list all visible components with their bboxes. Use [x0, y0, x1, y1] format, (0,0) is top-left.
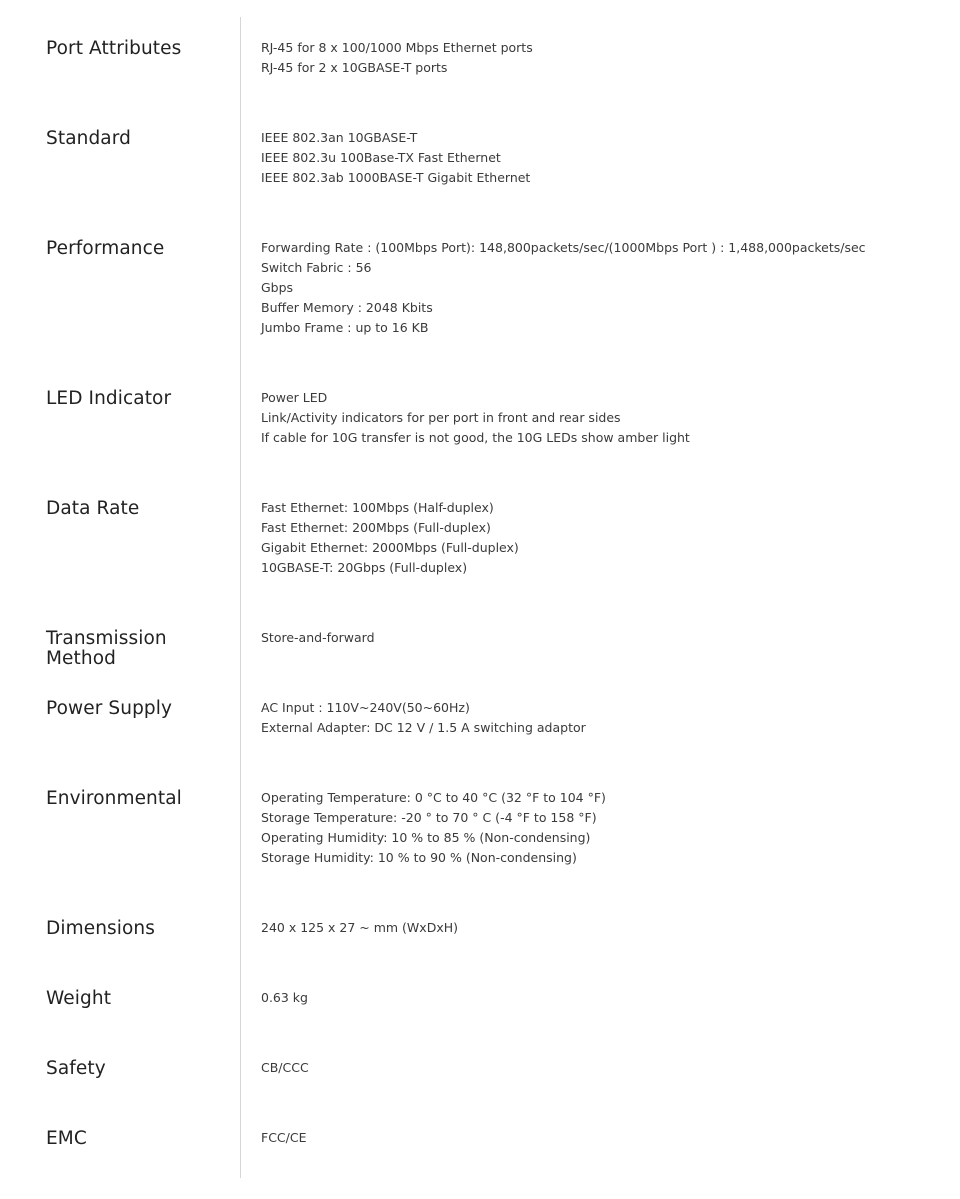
spec-value: AC Input : 110V~240V(50~60Hz) — [261, 700, 470, 715]
spec-value: Fast Ethernet: 200Mbps (Full-duplex) — [261, 520, 491, 535]
spec-label: Safety — [46, 1058, 106, 1079]
spec-label: Port Attributes — [46, 38, 182, 59]
spec-value: Storage Humidity: 10 % to 90 % (Non-condensing) — [261, 850, 577, 865]
spec-value: Gbps — [261, 280, 294, 295]
spec-value: RJ-45 for 2 x 10GBASE-T ports — [261, 60, 448, 75]
spec-values — [261, 918, 951, 938]
spec-values — [261, 238, 951, 338]
spec-values — [261, 38, 951, 78]
spec-values — [261, 388, 951, 448]
spec-value: If cable for 10G transfer is not good, the 10G LEDs show amber light — [261, 430, 690, 445]
column-divider — [240, 17, 241, 1178]
spec-value: FCC/CE — [261, 1130, 307, 1145]
spec-value: Operating Temperature: 0 °C to 40 °C (32 °F to 104 °F) — [261, 790, 606, 805]
spec-values — [261, 988, 951, 1008]
spec-values — [261, 128, 951, 188]
spec-label: Standard — [46, 128, 131, 149]
spec-value: Store-and-forward — [261, 630, 375, 645]
spec-label: EMC — [46, 1128, 87, 1149]
spec-value: Buffer Memory : 2048 Kbits — [261, 300, 433, 315]
spec-value: Forwarding Rate : (100Mbps Port): 148,800packets/sec/(1000Mbps Port ) : 1,488,000packets/sec — [261, 240, 866, 255]
spec-value: RJ-45 for 8 x 100/1000 Mbps Ethernet ports — [261, 40, 533, 55]
spec-label: Environmental — [46, 788, 182, 809]
spec-value: Switch Fabric : 56 — [261, 260, 372, 275]
spec-label: LED Indicator — [46, 388, 172, 409]
spec-values — [261, 1128, 951, 1148]
spec-value: Operating Humidity: 10 % to 85 % (Non-condensing) — [261, 830, 591, 845]
spec-values — [261, 1058, 951, 1078]
spec-value: IEEE 802.3u 100Base-TX Fast Ethernet — [261, 150, 501, 165]
spec-values — [261, 788, 951, 868]
spec-value: Link/Activity indicators for per port in front and rear sides — [261, 410, 621, 425]
spec-label: Performance — [46, 238, 165, 259]
spec-label: Data Rate — [46, 498, 140, 519]
spec-value: Gigabit Ethernet: 2000Mbps (Full-duplex) — [261, 540, 519, 555]
spec-value: Fast Ethernet: 100Mbps (Half-duplex) — [261, 500, 494, 515]
spec-value: External Adapter: DC 12 V / 1.5 A switching adaptor — [261, 720, 586, 735]
spec-value: IEEE 802.3an 10GBASE-T — [261, 130, 418, 145]
spec-value: IEEE 802.3ab 1000BASE-T Gigabit Ethernet — [261, 170, 531, 185]
spec-values — [261, 698, 951, 738]
spec-value: Jumbo Frame : up to 16 KB — [261, 320, 429, 335]
spec-values — [261, 628, 951, 648]
spec-label: Transmission Method — [46, 628, 167, 669]
spec-value: 240 x 125 x 27 ~ mm (WxDxH) — [261, 920, 458, 935]
spec-label: Weight — [46, 988, 112, 1009]
spec-value: 0.63 kg — [261, 990, 308, 1005]
spec-values — [261, 498, 951, 578]
spec-value: Power LED — [261, 390, 328, 405]
spec-value: 10GBASE-T: 20Gbps (Full-duplex) — [261, 560, 468, 575]
spec-value: Storage Temperature: -20 ° to 70 ° C (-4 °F to 158 °F) — [261, 810, 597, 825]
spec-value: CB/CCC — [261, 1060, 309, 1075]
spec-label: Dimensions — [46, 918, 155, 939]
spec-label: Power Supply — [46, 698, 173, 719]
